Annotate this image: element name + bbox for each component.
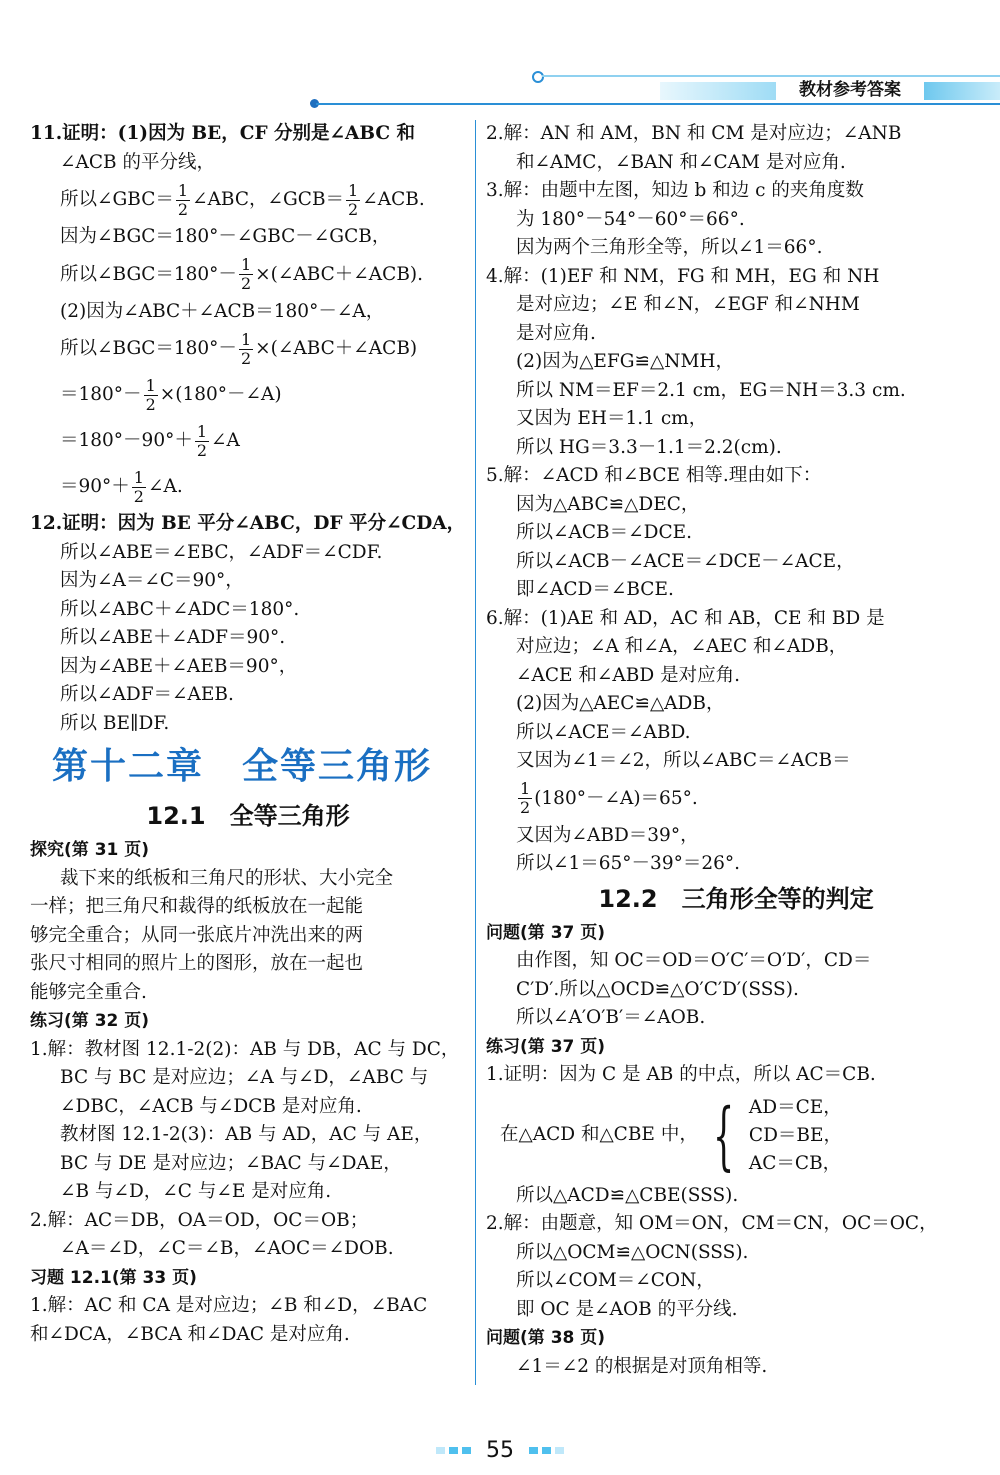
fraction: $\frac{1}{2}$: [240, 255, 252, 293]
page-footer: [0, 1438, 1000, 1468]
q5-line: 所以∠ACB－∠ACE＝∠DCE－∠ACE，: [516, 550, 855, 572]
exercise-line: 1.解：AC 和 CA 是对应边；∠B 和∠D，∠BAC: [30, 1295, 428, 1316]
right-column: [486, 120, 986, 1381]
q12-line: 因为∠A＝∠C＝90°，: [60, 570, 244, 591]
practice-line: 所以△OCM≌△OCN(SSS).: [516, 1241, 749, 1263]
q4-line: 是对应角.: [516, 322, 596, 344]
q5-line: 即∠ACD＝∠BCE.: [516, 579, 674, 600]
fraction: $\frac{1}{2}$: [177, 180, 189, 219]
problem-line: ∠1＝∠2 的根据是对顶角相等.: [516, 1355, 768, 1377]
q11-line: 所以∠GBC＝ $\frac{1}{2}$ ∠ABC，∠GCB＝ $\frac{1}{2}$ ∠ACB.: [60, 180, 425, 219]
problem-line: 由作图，知 OC＝OD＝O′C′＝O′D′，CD＝: [516, 950, 872, 971]
q4-line: 又因为 EH＝1.1 cm，: [516, 408, 708, 429]
practice-line: 即 OC 是∠AOB 的平分线.: [516, 1298, 738, 1320]
q4-line: (2)因为△EFG≌△NMH，: [516, 351, 735, 372]
q6-line: ∠ACE 和∠ABD 是对应角.: [516, 664, 740, 686]
practice-line: ∠B 与∠D，∠C 与∠E 是对应角.: [60, 1181, 332, 1202]
practice-heading: 练习(第 32 页): [30, 1011, 150, 1031]
footer-square-icon: [542, 1447, 551, 1454]
header-title: 教材参考答案: [799, 80, 901, 100]
q4-line: 所以 NM＝EF＝2.1 cm，EG＝NH＝3.3 cm.: [516, 379, 906, 401]
practice-line: 所以△ACD≌△CBE(SSS).: [516, 1184, 739, 1206]
problem-line: C′D′.所以△OCD≌△O′C′D′(SSS).: [516, 978, 799, 1000]
q11-line: 因为∠BGC＝180°－∠GBC－∠GCB，: [60, 226, 391, 247]
exercise-line: 和∠DCA，∠BCA 和∠DAC 是对应角.: [30, 1323, 350, 1345]
q4-line: 4.解：(1)EF 和 NM，FG 和 MH，EG 和 NH: [486, 265, 880, 287]
q12-line: 所以∠ABE＝∠EBC，∠ADF＝∠CDF.: [60, 541, 383, 563]
practice-line: 2.解：由题意，知 OM＝ON，CM＝CN，OC＝OC，: [486, 1213, 938, 1234]
header-decoration-dot: [532, 71, 544, 83]
q11-line: (2)因为∠ABC＋∠ACB＝180°－∠A，: [60, 300, 385, 322]
header-decoration-band-right: [924, 82, 1000, 100]
fraction: $\frac{1}{2}$: [240, 329, 252, 368]
practice-line: BC 与 BC 是对应边；∠A 与∠D，∠ABC 与: [60, 1067, 429, 1088]
q11-line: ＝90°＋ $\frac{1}{2}$ ∠A.: [60, 467, 183, 506]
q6-line: 又因为∠1＝∠2，所以∠ABC＝∠ACB＝: [516, 750, 851, 771]
fraction: $\frac{1}{2}$: [520, 779, 531, 817]
fraction: $\frac{1}{2}$: [133, 467, 144, 506]
equation-system-lines: [749, 1094, 842, 1178]
q6-line: 所以∠ACE＝∠ABD.: [516, 721, 691, 743]
practice-line: 2.解：AC＝DB，OA＝OD，OC＝OB；: [30, 1209, 369, 1231]
footer-square-icon: [449, 1447, 458, 1454]
practice-line: BC 与 DE 是对应边；∠BAC 与∠DAE，: [60, 1152, 402, 1174]
explore-heading: 探究(第 31 页): [30, 840, 150, 860]
q6-line: $\frac{1}{2}$ (180°－∠A)＝65°.: [520, 779, 698, 817]
q11-line: 所以∠BGC＝180°－ $\frac{1}{2}$ ×(∠ABC＋∠ACB).: [60, 255, 424, 293]
q11-line: 所以∠BGC＝180°－ $\frac{1}{2}$ ×(∠ABC＋∠ACB): [60, 329, 418, 368]
q5-line: 因为△ABC≌△DEC，: [516, 493, 700, 515]
footer-square-icon: [462, 1447, 471, 1454]
q6-line: 对应边；∠A 和∠A，∠AEC 和∠ADB，: [516, 636, 848, 657]
q3-line: 因为两个三角形全等，所以∠1＝66°.: [516, 237, 823, 258]
equation-line: CD＝BE，: [748, 1124, 843, 1146]
q6-line: 又因为∠ABD＝39°，: [516, 824, 699, 846]
q11-line: ＝180°－ $\frac{1}{2}$ ×(180°－∠A): [60, 375, 282, 414]
explore-line: 裁下来的纸板和三角尺的形状、大小完全: [60, 867, 394, 889]
q11-line: ＝180°－90°＋ $\frac{1}{2}$ ∠A: [60, 421, 240, 460]
q12-line: 因为∠ABE＋∠AEB＝90°，: [60, 655, 298, 677]
explore-line: 张尺寸相同的照片上的图形，放在一起也: [30, 953, 364, 974]
practice-line: 教材图 12.1-2(3)：AB 与 AD，AC 与 AE，: [60, 1124, 433, 1145]
header-decoration-band: [660, 82, 776, 100]
header-decoration-line: [542, 75, 1000, 77]
q4-line: 所以 HG＝3.3－1.1＝2.2(cm).: [516, 436, 782, 458]
header-rule: [316, 103, 1000, 105]
q2-line: 和∠AMC，∠BAN 和∠CAM 是对应角.: [516, 151, 846, 173]
column-divider: [475, 120, 476, 1385]
q6-line: 所以∠1＝65°－39°＝26°.: [516, 853, 741, 874]
problem-heading: 问题(第 37 页): [486, 922, 606, 943]
equation-system: [500, 1090, 986, 1182]
q12-line: 所以∠ABE＋∠ADF＝90°.: [60, 627, 286, 648]
footer-square-icon: [529, 1447, 538, 1454]
practice-line: 1.解：教材图 12.1-2(2)：AB 与 DB，AC 与 DC，: [30, 1038, 460, 1060]
left-column: [30, 120, 466, 1349]
page-number: 55: [486, 1438, 514, 1463]
exercise-heading: 习题 12.1(第 33 页): [30, 1267, 197, 1288]
fraction: $\frac{1}{2}$: [196, 421, 208, 460]
equation-line: AC＝CB，: [748, 1152, 842, 1174]
practice-line: ∠DBC，∠ACB 与∠DCB 是对应角.: [60, 1095, 362, 1117]
section-title: 12.1 全等三角形: [146, 802, 350, 830]
footer-square-icon: [555, 1447, 564, 1454]
practice-line: ∠A＝∠D，∠C＝∠B，∠AOC＝∠DOB.: [60, 1238, 394, 1259]
q12-line: 所以∠ABC＋∠ADC＝180°.: [60, 598, 300, 620]
fraction: $\frac{1}{2}$: [348, 180, 359, 219]
equation-line: AD＝CE，: [748, 1096, 842, 1118]
problem-heading: 问题(第 38 页): [486, 1328, 606, 1348]
equation-system-lead: 在△ACD 和△CBE 中，: [500, 1124, 698, 1146]
q11-line: ∠ACB 的平分线，: [60, 151, 215, 173]
section-title: 12.2 三角形全等的判定: [598, 884, 874, 913]
problem-line: 所以∠A′O′B′＝∠AOB.: [516, 1007, 706, 1028]
q2-line: 2.解：AN 和 AM，BN 和 CM 是对应边；∠ANB: [486, 123, 902, 144]
brace-icon: {: [712, 1092, 734, 1179]
q6-line: (2)因为△AEC≌△ADB，: [516, 693, 725, 714]
q11-line: 11.证明：(1)因为 BE，CF 分别是∠ABC 和: [30, 123, 416, 144]
practice-heading: 练习(第 37 页): [486, 1036, 606, 1057]
practice-line: 所以∠COM＝∠CON，: [516, 1270, 715, 1291]
q12-line: 12.证明：因为 BE 平分∠ABC，DF 平分∠CDA，: [30, 513, 466, 534]
explore-line: 一样；把三角尺和裁得的纸板放在一起能: [30, 896, 364, 917]
q12-line: 所以∠ADF＝∠AEB.: [60, 684, 234, 705]
fraction: $\frac{1}{2}$: [145, 375, 156, 414]
q12-line: 所以 BE∥DF.: [60, 712, 170, 734]
explore-line: 能够完全重合.: [30, 981, 147, 1003]
q4-line: 是对应边；∠E 和∠N，∠EGF 和∠NHM: [516, 294, 860, 315]
footer-square-icon: [436, 1447, 445, 1454]
chapter-title: 第十二章 全等三角形: [52, 746, 433, 787]
q5-line: 5.解：∠ACD 和∠BCE 相等.理由如下：: [486, 465, 822, 486]
q6-line: 6.解：(1)AE 和 AD，AC 和 AB，CE 和 BD 是: [486, 607, 885, 629]
q3-line: 为 180°－54°－60°＝66°.: [516, 208, 745, 230]
q3-line: 3.解：由题中左图，知边 b 和边 c 的夹角度数: [486, 180, 864, 201]
explore-line: 够完全重合；从同一张底片冲洗出来的两: [30, 924, 364, 946]
q5-line: 所以∠ACB＝∠DCE.: [516, 522, 692, 543]
practice-line: 1.证明：因为 C 是 AB 的中点，所以 AC＝CB.: [486, 1064, 876, 1085]
